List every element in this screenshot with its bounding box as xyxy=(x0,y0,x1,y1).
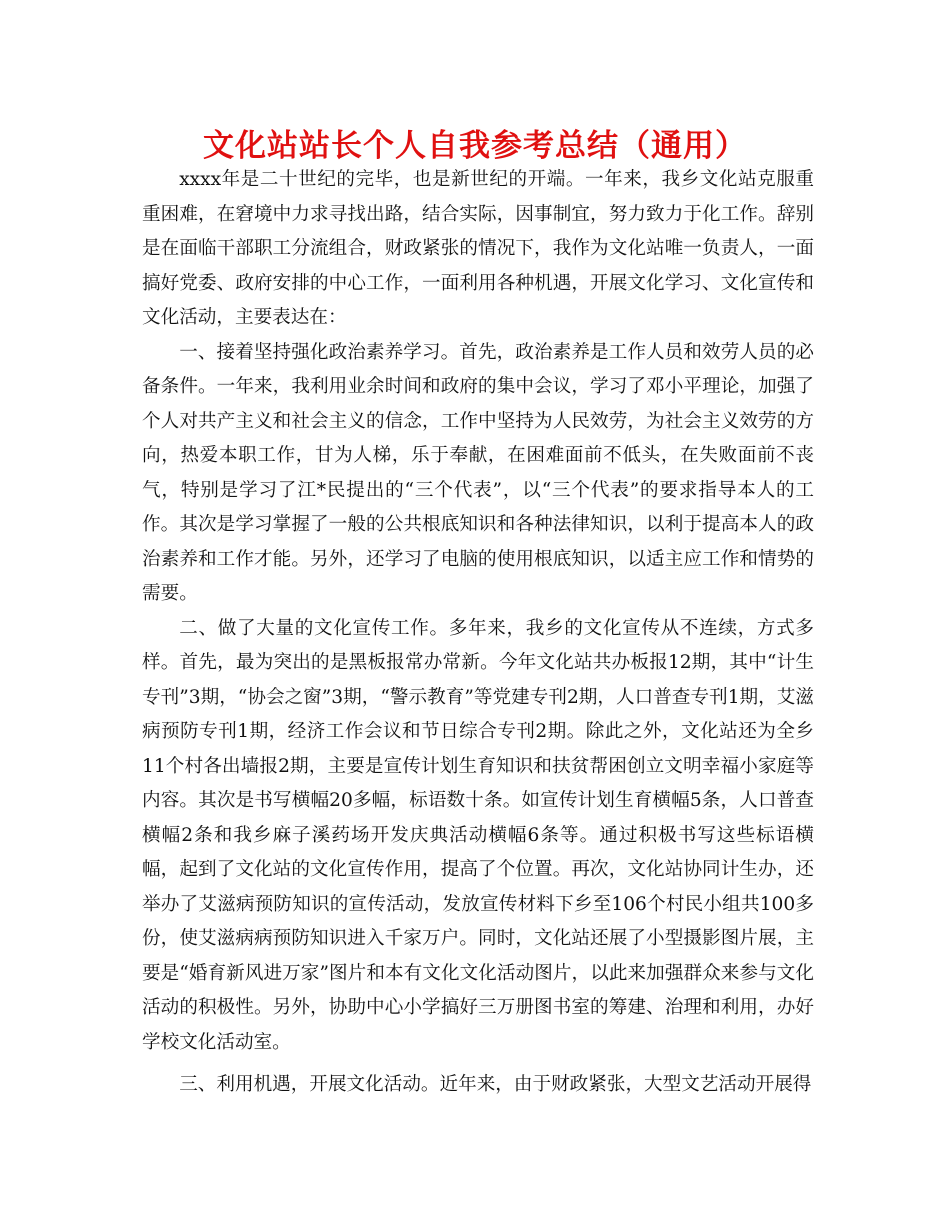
document-title: 文化站站长个人自我参考总结（通用） xyxy=(203,128,747,164)
paragraph-intro: xxxx年是二十世纪的完毕，也是新世纪的开端。一年来，我乡文化站克服重重困难，在窘境中力求寻找出路，结合实际，因事制宜，努力致力于化工作。辞别是在面临干部职工分流组合，财政紧张的情况下，我作为文化站唯一负责人，一面搞好党委、政府安排的中心工作，一面利用各种机遇，开展文化学习、文化宣传和文化活动，主要表达在： xyxy=(142,169,814,328)
paragraph-section-3: 三、利用机遇，开展文化活动。近年来，由于财政紧张，大型文艺活动开展得 xyxy=(179,1074,812,1095)
document-body xyxy=(142,163,814,1103)
paragraph-section-2: 二、做了大量的文化宣传工作。多年来，我乡的文化宣传从不连续，方式多样。首先，最为突出的是黑板报常办常新。今年文化站共办板报12期，其中“计生专刊”3期，“协会之窗”3期，“警示教育”等党建专刊2期，人口普查专刊1期，艾滋病预防专刊1期，经济工作会议和节日综合专刊2期。除此之外，文化站还为全乡11个村各出墙报2期，主要是宣传计划生育知识和扶贫帮困创立文明幸福小家庭等内容。其次是书写横幅20多幅，标语数十条。如宣传计划生育横幅5条，人口普查横幅2条和我乡麻子溪药场开发庆典活动横幅6条等。通过积极书写这些标语横幅，起到了文化站的文化宣传作用，提高了个位置。再次，文化站协同计生办，还举办了艾滋病预防知识的宣传活动，发放宣传材料下乡至106个村民小组共100多份，使艾滋病病预防知识进入千家万户。同时，文化站还展了小型摄影图片展，主要是“婚育新风进万家”图片和本有文化文化活动图片，以此来加强群众来参与文化活动的积极性。另外，协助中心小学搞好三万册图书室的筹建、治理和利用，办好学校文化活动室。 xyxy=(142,617,814,1053)
paragraph-section-1: 一、接着坚持强化政治素养学习。首先，政治素养是工作人员和效劳人员的必备条件。一年来，我利用业余时间和政府的集中会议，学习了邓小平理论，加强了个人对共产主义和社会主义的信念，工作中坚持为人民效劳，为社会主义效劳的方向，热爱本职工作，甘为人梯，乐于奉献，在困难面前不低头，在失败面前不丧气，特别是学习了江*民提出的“三个代表”，以“三个代表”的要求指导本人的工作。其次是学习掌握了一般的公共根底知识和各种法律知识，以利于提高本人的政治素养和工作才能。另外，还学习了电脑的使用根底知识，以适主应工作和情势的需要。 xyxy=(142,341,814,604)
